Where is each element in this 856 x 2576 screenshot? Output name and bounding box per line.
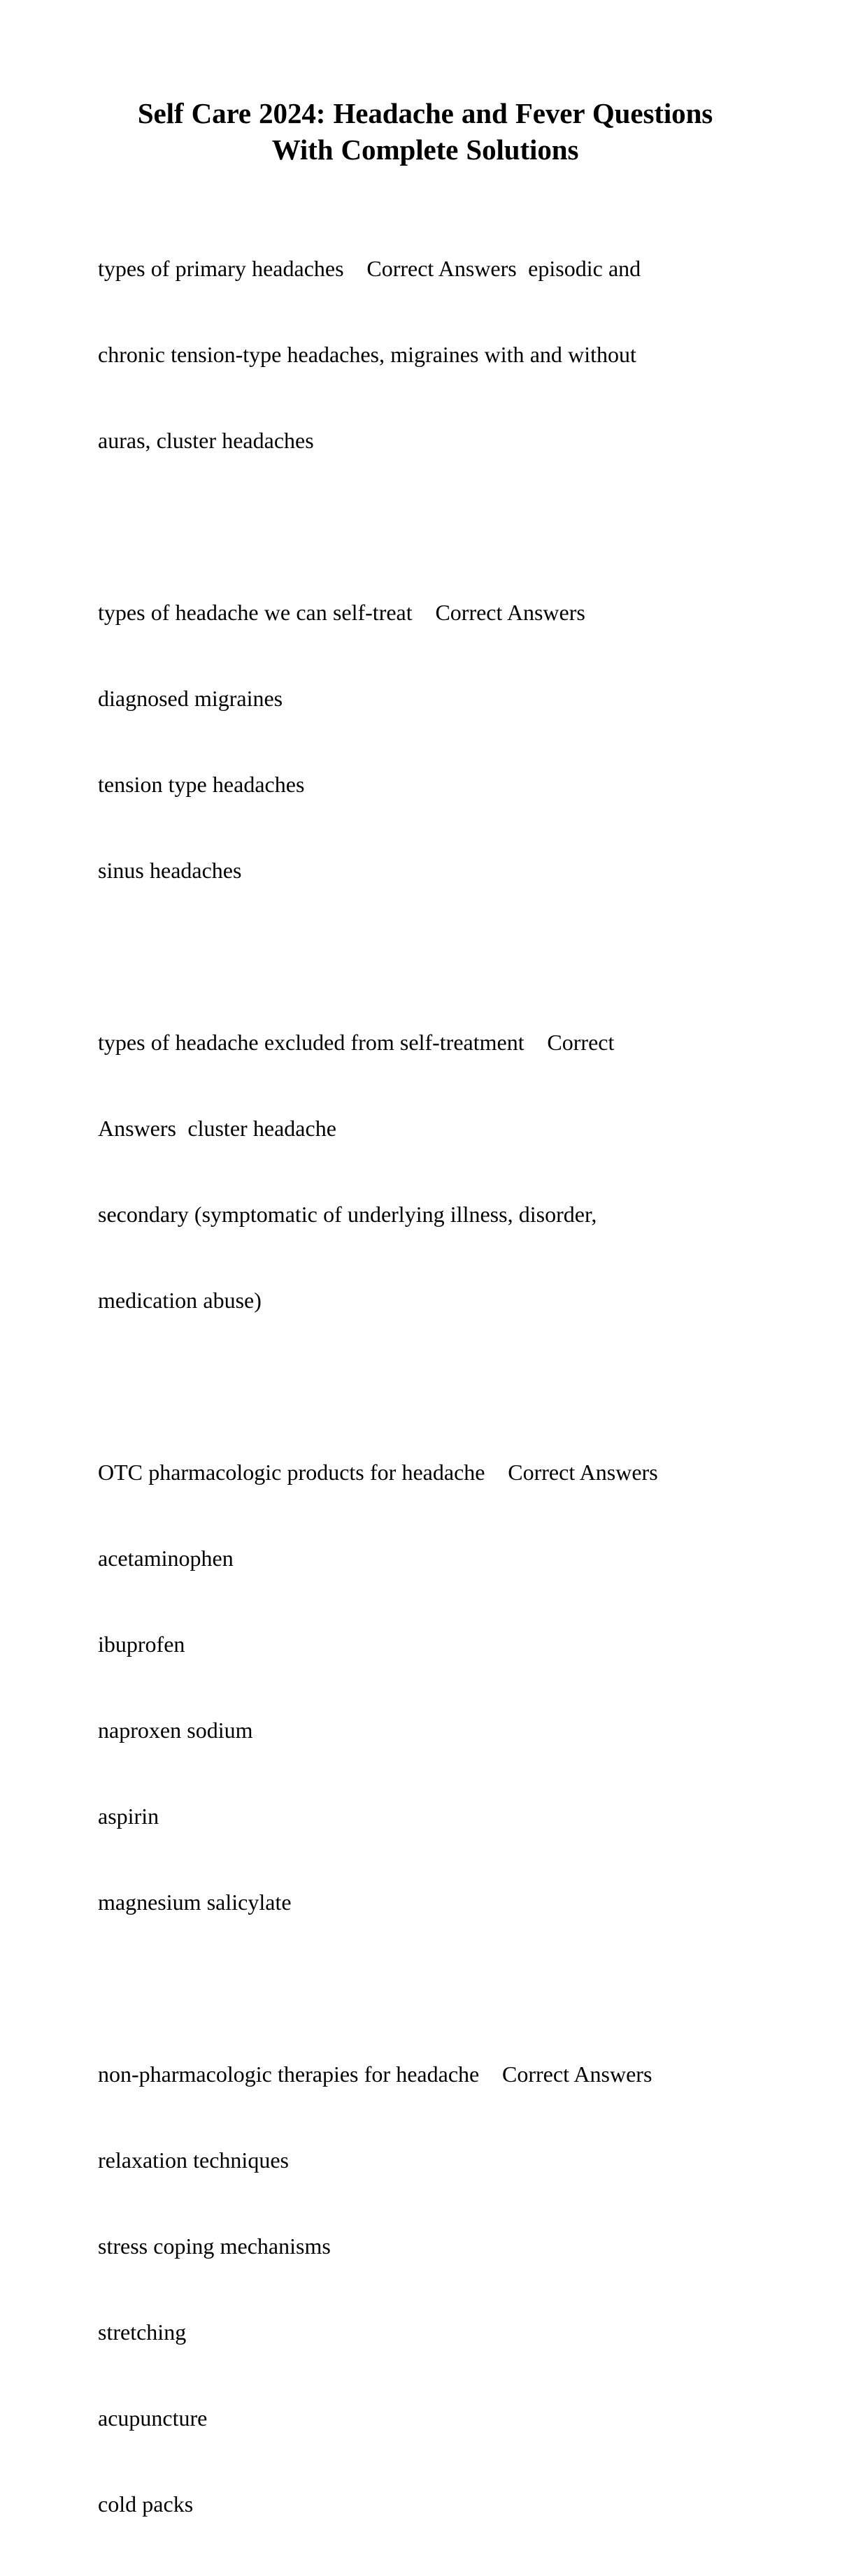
document-body [98, 197, 727, 2576]
qa-line: relaxation techniques [98, 2147, 289, 2173]
qa-line: aspirin [98, 1804, 159, 1829]
qa-line: naproxen sodium [98, 1718, 253, 1743]
qa-line: types of primary headaches Correct Answers episodic and [98, 256, 641, 281]
qa-line: acupuncture [98, 2405, 208, 2431]
qa-section-excluded-headaches [98, 971, 727, 1372]
qa-line: medication abuse) [98, 1288, 262, 1313]
qa-line: types of headache excluded from self-treatment Correct [98, 1030, 615, 1055]
qa-line: Answers cluster headache [98, 1116, 336, 1141]
qa-line: stress coping mechanisms [98, 2233, 331, 2259]
qa-section-otc-pharmacologic-products [98, 1401, 727, 1974]
qa-line: sinus headaches [98, 858, 242, 883]
qa-line: non-pharmacologic therapies for headache Correct Answers [98, 2061, 652, 2087]
qa-line: acetaminophen [98, 1546, 234, 1571]
qa-line: ibuprofen [98, 1632, 185, 1657]
qa-line: types of headache we can self-treat Correct Answers [98, 600, 585, 625]
qa-line: stretching [98, 2319, 187, 2345]
qa-line: chronic tension-type headaches, migraines with and without [98, 342, 636, 367]
qa-line: auras, cluster headaches [98, 428, 314, 453]
qa-line: OTC pharmacologic products for headache Correct Answers [98, 1460, 658, 1485]
qa-section-self-treatable-headaches [98, 541, 727, 942]
qa-line: secondary (symptomatic of underlying illness, disorder, [98, 1202, 597, 1227]
page-title [105, 95, 746, 168]
qa-section-primary-headache-types [98, 197, 727, 512]
qa-section-non-pharmacologic-therapies [98, 2003, 727, 2576]
qa-line: magnesium salicylate [98, 1890, 292, 1915]
page-title-line-2: With Complete Solutions [271, 134, 579, 166]
qa-line: diagnosed migraines [98, 686, 283, 711]
qa-line: tension type headaches [98, 772, 305, 797]
qa-line: cold packs [98, 2491, 194, 2517]
page-title-line-1: Self Care 2024: Headache and Fever Questions [137, 97, 713, 129]
